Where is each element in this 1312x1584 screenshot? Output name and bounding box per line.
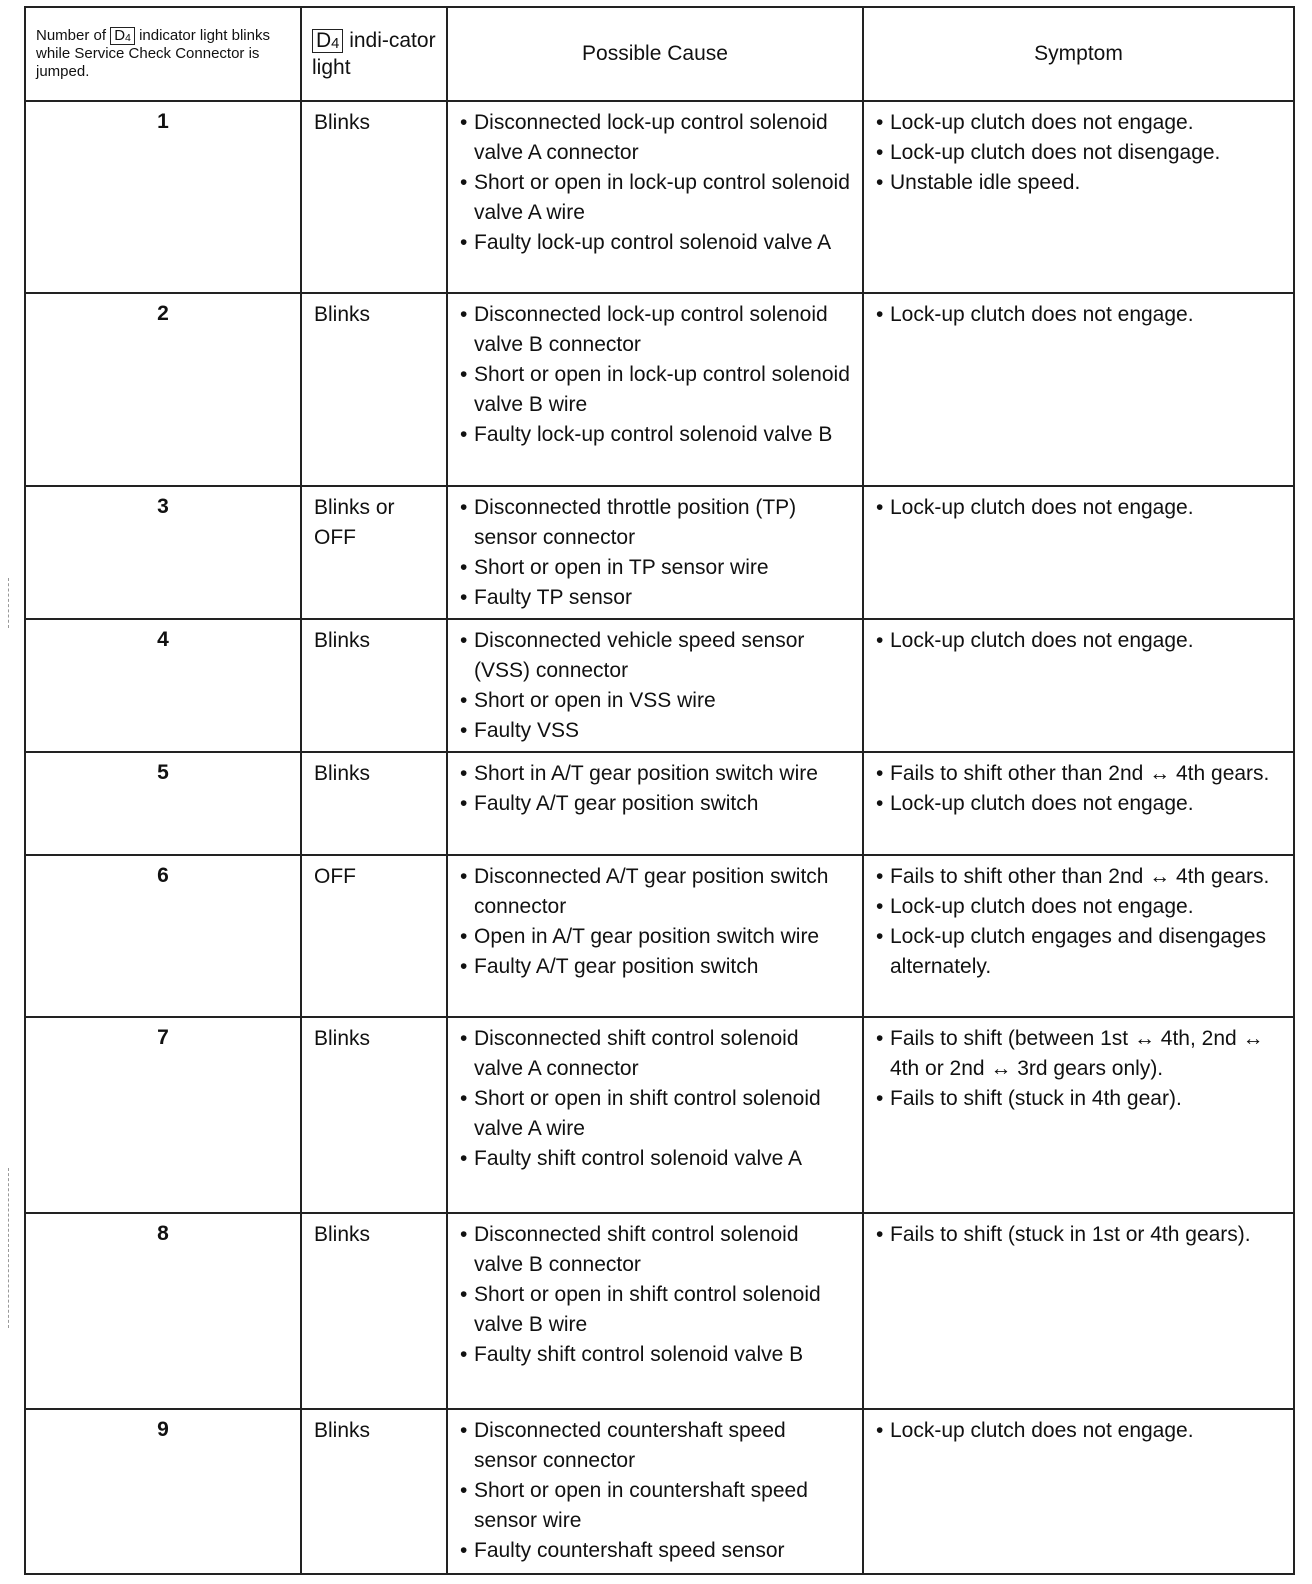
cause-list xyxy=(460,493,852,613)
symptom-item: • Lock-up clutch does not engage. xyxy=(876,1416,1283,1446)
table-row xyxy=(25,1213,1294,1409)
symptom-item: • Fails to shift other than 2nd ↔ 4th gears. xyxy=(876,862,1283,892)
symptom-item: • Lock-up clutch does not engage. xyxy=(876,493,1283,523)
scan-artifact-line xyxy=(8,1168,10,1328)
scan-artifact-line xyxy=(8,578,10,628)
symptom-list xyxy=(876,626,1283,656)
blink-count: 7 xyxy=(25,1017,301,1213)
cause-item: • Faulty A/T gear position switch xyxy=(460,952,852,982)
table-row xyxy=(25,486,1294,619)
cause-list xyxy=(460,1416,852,1566)
table-row xyxy=(25,619,1294,752)
blink-count: 5 xyxy=(25,752,301,855)
symptom-list xyxy=(876,759,1283,819)
cause-item: • Short or open in lock-up control solenoid valve B wire xyxy=(460,360,852,420)
table-row xyxy=(25,1017,1294,1213)
symptom-list xyxy=(876,1024,1283,1114)
indicator-state: Blinks xyxy=(301,1213,447,1409)
blink-count: 4 xyxy=(25,619,301,752)
symptom-list xyxy=(876,493,1283,523)
table-row xyxy=(25,101,1294,293)
cause-list-cell xyxy=(447,486,863,619)
symptom-item: • Fails to shift (stuck in 1st or 4th gears). xyxy=(876,1220,1283,1250)
cause-item: • Faulty shift control solenoid valve B xyxy=(460,1340,852,1370)
table-row xyxy=(25,855,1294,1017)
symptom-list xyxy=(876,1220,1283,1250)
symptom-item: • Lock-up clutch does not engage. xyxy=(876,789,1283,819)
cause-item: • Faulty TP sensor xyxy=(460,583,852,613)
cause-list-cell xyxy=(447,101,863,293)
indicator-state: Blinks xyxy=(301,101,447,293)
symptom-list-cell xyxy=(863,855,1294,1017)
symptom-list xyxy=(876,300,1283,330)
indicator-state: Blinks xyxy=(301,752,447,855)
table-row xyxy=(25,752,1294,855)
cause-list xyxy=(460,108,852,258)
symptom-list xyxy=(876,108,1283,198)
indicator-state: Blinks or OFF xyxy=(301,486,447,619)
header-text: indi-cator light xyxy=(312,29,436,79)
cause-item: • Disconnected throttle position (TP) sensor connector xyxy=(460,493,852,553)
symptom-list-cell xyxy=(863,1017,1294,1213)
symptom-item: • Unstable idle speed. xyxy=(876,168,1283,198)
cause-item: • Disconnected lock-up control solenoid valve B connector xyxy=(460,300,852,360)
cause-item: • Faulty lock-up control solenoid valve B xyxy=(460,420,852,450)
cause-list xyxy=(460,300,852,450)
symptom-item: • Fails to shift other than 2nd ↔ 4th gears. xyxy=(876,759,1283,789)
blink-count: 6 xyxy=(25,855,301,1017)
symptom-item: • Lock-up clutch does not disengage. xyxy=(876,138,1283,168)
cause-item: • Short or open in lock-up control solenoid valve A wire xyxy=(460,168,852,228)
cause-item: • Short or open in shift control solenoid valve B wire xyxy=(460,1280,852,1340)
cause-item: • Faulty countershaft speed sensor xyxy=(460,1536,852,1566)
cause-item: • Disconnected countershaft speed sensor connector xyxy=(460,1416,852,1476)
symptom-list xyxy=(876,862,1283,982)
symptom-list-cell xyxy=(863,101,1294,293)
symptom-item: • Lock-up clutch does not engage. xyxy=(876,300,1283,330)
cause-list-cell xyxy=(447,1213,863,1409)
header-blink-count xyxy=(25,7,301,101)
cause-item: • Disconnected shift control solenoid valve B connector xyxy=(460,1220,852,1280)
symptom-list-cell xyxy=(863,752,1294,855)
cause-item: • Short in A/T gear position switch wire xyxy=(460,759,852,789)
symptom-list xyxy=(876,1416,1283,1446)
indicator-state: OFF xyxy=(301,855,447,1017)
blink-count: 2 xyxy=(25,293,301,487)
table-row xyxy=(25,1409,1294,1574)
cause-list xyxy=(460,626,852,746)
indicator-state: Blinks xyxy=(301,293,447,487)
blink-count: 1 xyxy=(25,101,301,293)
cause-item: • Disconnected vehicle speed sensor (VSS) connector xyxy=(460,626,852,686)
cause-list-cell xyxy=(447,855,863,1017)
cause-list-cell xyxy=(447,619,863,752)
cause-list xyxy=(460,1024,852,1174)
blink-count: 8 xyxy=(25,1213,301,1409)
cause-item: • Faulty lock-up control solenoid valve A xyxy=(460,228,852,258)
cause-item: • Open in A/T gear position switch wire xyxy=(460,922,852,952)
header-indicator-light xyxy=(301,7,447,101)
symptom-list-cell xyxy=(863,293,1294,487)
d4-indicator-icon: $D_4$ xyxy=(110,27,135,45)
cause-list-cell xyxy=(447,293,863,487)
indicator-state: Blinks xyxy=(301,619,447,752)
symptom-item: • Fails to shift (between 1st ↔ 4th, 2nd ↔ 4th or 2nd ↔ 3rd gears only). xyxy=(876,1024,1283,1084)
troubleshooting-table xyxy=(24,6,1295,1575)
header-row xyxy=(25,7,1294,101)
cause-item: • Faulty shift control solenoid valve A xyxy=(460,1144,852,1174)
cause-item: • Disconnected A/T gear position switch connector xyxy=(460,862,852,922)
header-text: Number of xyxy=(36,26,107,44)
header-text: indicator light blinks while Service Check Connector is jumped. xyxy=(36,26,270,80)
symptom-list-cell xyxy=(863,619,1294,752)
cause-item: • Disconnected shift control solenoid valve A connector xyxy=(460,1024,852,1084)
cause-list-cell xyxy=(447,752,863,855)
cause-list-cell xyxy=(447,1017,863,1213)
table-body xyxy=(25,101,1294,1574)
symptom-item: • Lock-up clutch does not engage. xyxy=(876,626,1283,656)
symptom-item: • Lock-up clutch does not engage. xyxy=(876,892,1283,922)
symptom-item: • Fails to shift (stuck in 4th gear). xyxy=(876,1084,1283,1114)
symptom-list-cell xyxy=(863,1213,1294,1409)
indicator-state: Blinks xyxy=(301,1017,447,1213)
cause-item: • Faulty VSS xyxy=(460,716,852,746)
header-possible-cause: Possible Cause xyxy=(447,7,863,101)
symptom-list-cell xyxy=(863,1409,1294,1574)
cause-item: • Disconnected lock-up control solenoid valve A connector xyxy=(460,108,852,168)
cause-list xyxy=(460,862,852,982)
symptom-list-cell xyxy=(863,486,1294,619)
cause-list xyxy=(460,759,852,819)
cause-item: • Short or open in countershaft speed sensor wire xyxy=(460,1476,852,1536)
blink-count: 9 xyxy=(25,1409,301,1574)
cause-item: • Faulty A/T gear position switch xyxy=(460,789,852,819)
symptom-item: • Lock-up clutch engages and disengages alternately. xyxy=(876,922,1283,982)
indicator-state: Blinks xyxy=(301,1409,447,1574)
header-symptom: Symptom xyxy=(863,7,1294,101)
cause-item: • Short or open in VSS wire xyxy=(460,686,852,716)
cause-list-cell xyxy=(447,1409,863,1574)
blink-count: 3 xyxy=(25,486,301,619)
cause-list xyxy=(460,1220,852,1370)
cause-item: • Short or open in shift control solenoid valve A wire xyxy=(460,1084,852,1144)
cause-item: • Short or open in TP sensor wire xyxy=(460,553,852,583)
d4-indicator-icon: $D_4$ xyxy=(312,29,343,53)
table-row xyxy=(25,293,1294,487)
symptom-item: • Lock-up clutch does not engage. xyxy=(876,108,1283,138)
